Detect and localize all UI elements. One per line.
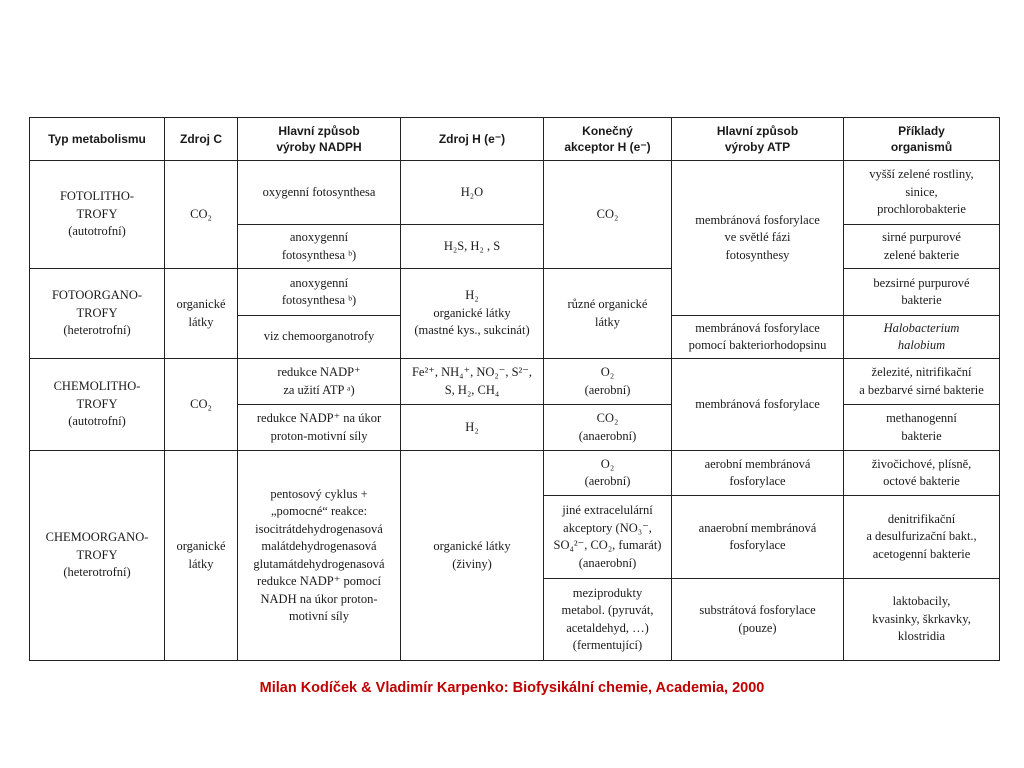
chemolitho-carbon-cell: CO₂ [165,359,238,451]
chemolitho-atp-cell: membránová fosforylace [672,359,844,451]
fotolitho-carbon-cell: CO₂ [165,161,238,269]
foto-atp-light-phase-cell: membránová fosforylace ve světlé fázi fotosynthesy [672,161,844,316]
chemoorg-carbon-cell: organické látky [165,451,238,661]
chemoorg-examples-lactobacilli-cell: laktobacily, kvasinky, škrkavky, klostridia [844,579,1000,661]
table-row [30,161,1000,225]
table-row [30,269,1000,316]
header-konecny-akceptor: Konečný akceptor H (e⁻) [544,118,672,161]
table-row [30,451,1000,496]
citation-text: Milan Kodíček & Vladimír Karpenko: Biofysikální chemie, Academia, 2000 [259,680,765,696]
chemoorg-hydrogen-cell: organické látky (živiny) [401,451,544,661]
fotoorg-carbon-cell: organické látky [165,269,238,359]
chemolitho-acceptor-aerobic-cell: O₂ (aerobní) [544,359,672,405]
header-vyroba-nadph: Hlavní způsob výroby NADPH [238,118,401,161]
chemoorg-atp-aerobic-cell: aerobní membránová fosforylace [672,451,844,496]
fotoorg-nadph-anoxygenic-cell: anoxygenní fotosynthesa ᵇ) [238,269,401,316]
fotolitho-hydrogen-h2o-cell: H₂O [401,161,544,225]
chemolitho-hydrogen-inorganic-cell: Fe²⁺, NH₄⁺, NO₂⁻, S²⁻, S, H₂, CH₄ [401,359,544,405]
fotolitho-type-cell: FOTOLITHO- TROFY (autotrofní) [30,161,165,269]
chemoorg-type-cell: CHEMOORGANO- TROFY (heterotrofní) [30,451,165,661]
chemolitho-examples-methanogen-cell: methanogenní bakterie [844,405,1000,451]
chemoorg-acceptor-aerobic-cell: O₂ (aerobní) [544,451,672,496]
fotolitho-nadph-oxygenic-cell: oxygenní fotosynthesa [238,161,401,225]
header-vyroba-atp: Hlavní způsob výroby ATP [672,118,844,161]
fotoorg-nadph-see-chemo-cell: viz chemoorganotrofy [238,316,401,359]
fotolitho-acceptor-cell: CO₂ [544,161,672,269]
chemolitho-hydrogen-h2-cell: H₂ [401,405,544,451]
chemoorg-acceptor-fermenting-cell: meziprodukty metabol. (pyruvát, acetaldehyd, …) (fermentující) [544,579,672,661]
fotoorg-examples-nonsulfur-cell: bezsirné purpurové bakterie [844,269,1000,316]
metabolism-table [29,117,1000,661]
table-row [30,359,1000,405]
foto-atp-bacteriorhodopsin-cell: membránová fosforylace pomocí bakteriorhodopsinu [672,316,844,359]
chemolitho-nadph-atp-cell: redukce NADP⁺ za užití ATP ᵃ) [238,359,401,405]
chemoorg-examples-animals-cell: živočichové, plísně, octové bakterie [844,451,1000,496]
fotolitho-examples-sulfur-cell: sirné purpurové zelené bakterie [844,225,1000,269]
header-row [30,118,1000,161]
fotolitho-hydrogen-sulfide-cell: H₂S, H₂ , S [401,225,544,269]
fotoorg-hydrogen-cell: H₂ organické látky (mastné kys., sukcinát) [401,269,544,359]
header-typ-metabolismu: Typ metabolismu [30,118,165,161]
chemoorg-atp-substrate-cell: substrátová fosforylace (pouze) [672,579,844,661]
chemolitho-nadph-proton-cell: redukce NADP⁺ na úkor proton-motivní síly [238,405,401,451]
fotoorg-type-cell: FOTOORGANO- TROFY (heterotrofní) [30,269,165,359]
fotolitho-nadph-anoxygenic-cell: anoxygenní fotosynthesa ᵇ) [238,225,401,269]
fotoorg-examples-halobacterium-cell: Halobacterium halobium [844,316,1000,359]
header-priklady-organismu: Příklady organismů [844,118,1000,161]
chemoorg-nadph-cell: pentosový cyklus + „pomocné“ reakce: isocitrátdehydrogenasová malátdehydrogenasová glutamátdehydrogenasová redukce NADP⁺ pomocí NADH na úkor proton- motivní síly [238,451,401,661]
chemolitho-acceptor-anaerobic-cell: CO₂ (anaerobní) [544,405,672,451]
chemolitho-examples-iron-cell: železité, nitrifikační a bezbarvé sirné bakterie [844,359,1000,405]
chemolitho-type-cell: CHEMOLITHO- TROFY (autotrofní) [30,359,165,451]
header-zdroj-h: Zdroj H (e⁻) [401,118,544,161]
fotolitho-examples-plants-cell: vyšší zelené rostliny, sinice, prochlorobakterie [844,161,1000,225]
chemoorg-atp-anaerobic-cell: anaerobní membránová fosforylace [672,496,844,579]
chemoorg-examples-denitrifying-cell: denitrifikační a desulfurizační bakt., acetogenní bakterie [844,496,1000,579]
chemoorg-acceptor-extracellular-cell: jiné extracelulární akceptory (NO₃⁻, SO₄²⁻, CO₂, fumarát) (anaerobní) [544,496,672,579]
fotoorg-acceptor-cell: různé organické látky [544,269,672,359]
header-zdroj-c: Zdroj C [165,118,238,161]
